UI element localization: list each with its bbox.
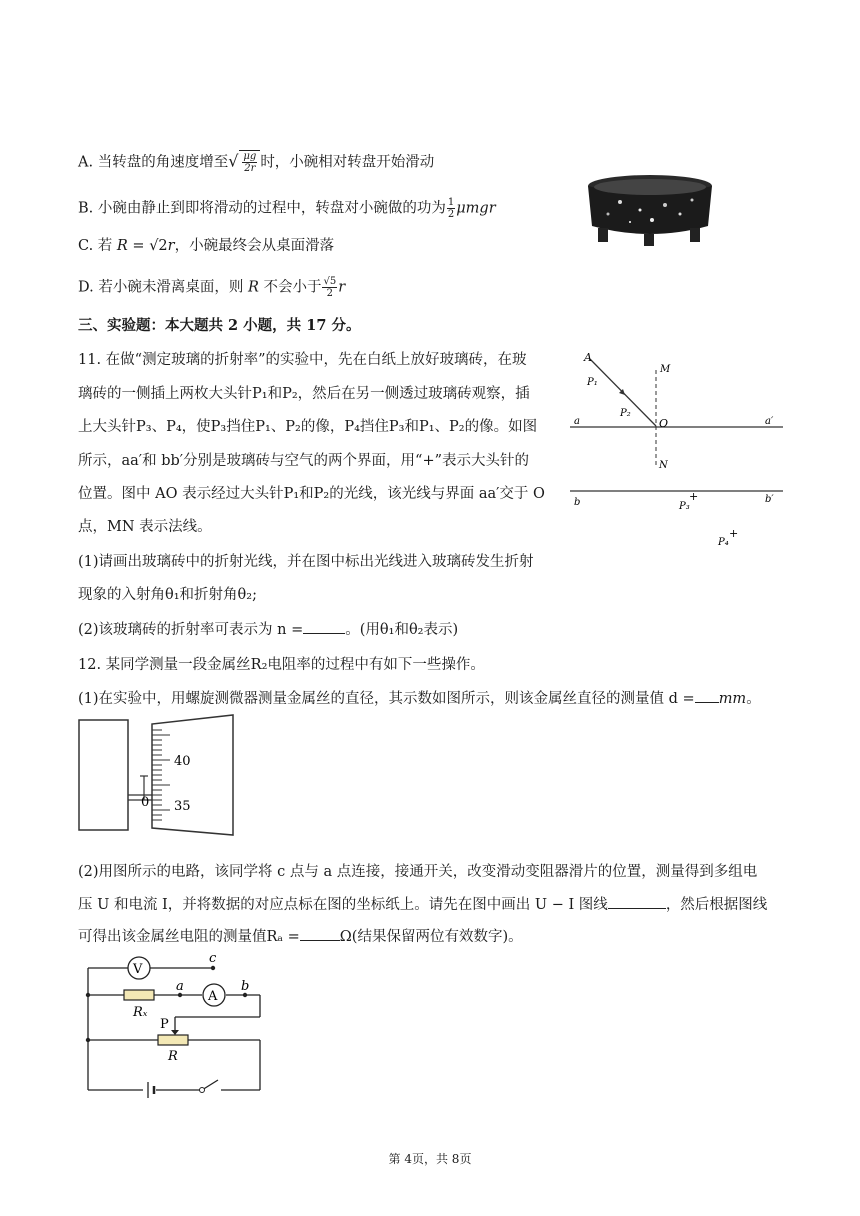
label-a-point: A (584, 351, 592, 364)
label-a: a (176, 979, 184, 994)
page-footer: 第 4页，共 8页 (388, 1152, 472, 1166)
q11-line-5: 位置。图中 AO 表示经过大头针P₁和P₂的光线，该光线与界面 aa′交于 O (78, 486, 545, 502)
q11-part1-a: (1)请画出玻璃砖中的折射光线，并在图中标出光线进入玻璃砖发生折射 (78, 554, 534, 570)
label-p2: P₂ (620, 408, 631, 419)
label-m: M (660, 364, 671, 375)
ammeter-label: A (208, 989, 218, 1004)
voltmeter-label: V (133, 962, 143, 977)
q11-line-1: 11. 在做“测定玻璃的折射率”的实验中，先在白纸上放好玻璃砖，在玻 (78, 352, 527, 368)
tick-label-40: 40 (174, 754, 191, 769)
slider-arrow (171, 1030, 179, 1035)
sqrt-expression: √ (228, 151, 239, 171)
q11-line-2: 璃砖的一侧插上两枚大头针P₁和P₂，然后在另一侧透过玻璃砖观察，插 (78, 386, 530, 402)
circuit-diagram (78, 950, 268, 1095)
label-a: a (574, 416, 580, 427)
option-b: B. 小碗由静止到即将滑动的过程中，转盘对小碗做的功为 $\frac{1}{2}$ μmgr (78, 197, 496, 220)
option-d: D. 若小碗未滑离桌面，则 R 不会小于 $\frac{√5}{2}$ r (78, 276, 346, 299)
label-p: P (160, 1017, 169, 1032)
switch-icon (200, 1088, 205, 1093)
q12-part2-a: (2)用图所示的电路，该同学将 c 点与 a 点连接，接通开关，改变滑动变阻器滑片的位置，测量得到多组电 (78, 864, 758, 880)
pin-p4-mark: + (729, 527, 739, 540)
label-p3: P₃ (679, 501, 690, 512)
label-rx: Rₓ (133, 1005, 148, 1020)
q11-line-6: 点，MN 表示法线。 (78, 519, 212, 535)
micrometer-diagram (78, 714, 238, 836)
option-c: C. 若 R = √2r，小碗最终会从桌面滑落 (78, 238, 335, 254)
label-a-prime: a′ (765, 416, 774, 427)
label-p1: P₁ (587, 377, 598, 388)
q12-part2-b: 压 U 和电流 I，并将数据的对应点标在图的坐标纸上。请先在图中画出 U − I 图线 ，然后根据图线 (78, 894, 767, 915)
answer-blank (608, 894, 666, 909)
option-a: A. 当转盘的角速度增至√ $\frac{\mu g}{2r}$ 时，小碗相对转盘开始滑动 (78, 151, 435, 174)
q12-line-1: 12. 某同学测量一段金属丝R₂电阻率的过程中有如下一些操作。 (78, 657, 485, 673)
q11-part1-b: 现象的入射角θ₁和折射角θ₂; (78, 587, 257, 603)
q12-part1: (1)在实验中，用螺旋测微器测量金属丝的直径，其示数如图所示，则该金属丝直径的测量值 d = mm。 (78, 688, 761, 709)
refraction-diagram (565, 345, 795, 555)
label-b: b (574, 497, 581, 508)
q11-part2: (2)该玻璃砖的折射率可表示为 n = 。(用θ₁和θ₂表示) (78, 619, 458, 640)
q11-line-4: 所示，aa′和 bb′分别是玻璃砖与空气的两个界面，用“+”表示大头针的 (78, 453, 530, 469)
label-r: R (168, 1049, 178, 1064)
rheostat-r (158, 1035, 188, 1045)
label-p4: P₄ (718, 537, 729, 548)
tick-label-35: 35 (174, 799, 191, 814)
answer-blank (300, 926, 340, 941)
label-n: N (659, 460, 668, 471)
label-o: O (659, 417, 669, 430)
resistor-rx (124, 990, 154, 1000)
label-c: c (209, 951, 217, 966)
q12-part2-c: 可得出该金属丝电阻的测量值Rₐ = Ω(结果保留两位有效数字)。 (78, 926, 523, 947)
turntable-image (580, 172, 720, 252)
zero-label: 0 (141, 795, 150, 810)
answer-blank (695, 688, 719, 703)
label-b-prime: b′ (765, 494, 774, 505)
answer-blank (303, 619, 345, 634)
micrometer-ticks (152, 730, 170, 820)
q11-line-3: 上大头针P₃、P₄，使P₃挡住P₁、P₂的像，P₄挡住P₃和P₁、P₂的像。如图 (78, 419, 538, 435)
section-heading: 三、实验题：本大题共 2 小题，共 17 分。 (78, 317, 361, 334)
label-b: b (241, 979, 250, 994)
pin-p3-mark: + (689, 490, 699, 503)
